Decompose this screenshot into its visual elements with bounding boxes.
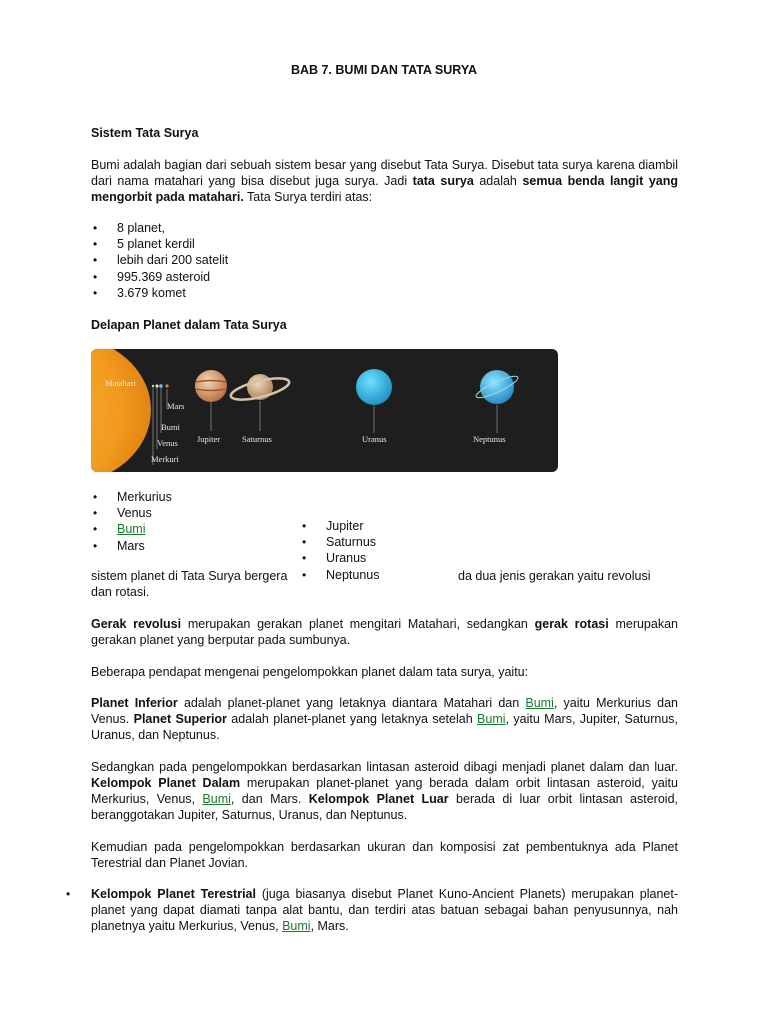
asteroid-paragraph [91, 759, 678, 823]
bold-text: Planet Superior [133, 712, 227, 726]
text: , Mars. [310, 919, 349, 933]
label-bumi: Bumi [161, 422, 180, 432]
text: merupakan planet-planet yang berada dalam orbit lintasan asteroid, yaitu Merkurius, Venus, [91, 776, 678, 806]
text: Sedangkan pada pengelompokkan berdasarkan lintasan asteroid dibagi menjadi planet dalam dan luar. [91, 760, 678, 774]
solar-system-illustration [91, 349, 558, 472]
label-jupiter: Jupiter [197, 434, 221, 444]
bullet-terestrial: • [66, 887, 71, 901]
motion-text-end: da dua jenis gerakan yaitu revolusi [458, 569, 651, 583]
motion-text-start: sistem planet di Tata Surya bergera [91, 569, 288, 583]
bold-text: semua benda langit yang mengorbit pada matahari. [91, 174, 679, 204]
bold-text: tata surya [412, 174, 474, 188]
text: , yaitu Mars, Jupiter, Saturnus, Uranus, dan Neptunus. [91, 712, 678, 742]
sun-shape [91, 349, 151, 472]
gerak-paragraph [91, 616, 678, 648]
label-saturnus: Saturnus [242, 434, 272, 444]
list-item: • Venus [91, 505, 172, 521]
jupiter-shape [195, 370, 227, 402]
list-item: • Mars [91, 538, 172, 554]
list-item: • Saturnus [300, 534, 380, 550]
list-item: • Jupiter [300, 518, 380, 534]
bold-text: Gerak revolusi [91, 617, 182, 631]
label-uranus: Uranus [362, 434, 387, 444]
section-heading-sistem: Sistem Tata Surya [91, 126, 199, 140]
text: berada di luar orbit lintasan asteroid, beranggotakan Jupiter, Saturnus, Uranus, dan Neptunus. [91, 792, 678, 822]
bold-text: Kelompok Planet Dalam [91, 776, 241, 790]
list-item: • Uranus [300, 550, 380, 566]
bold-text: Planet Inferior [91, 696, 178, 710]
bumi-link[interactable]: Bumi [202, 792, 231, 806]
bold-text: gerak rotasi [534, 617, 609, 631]
text: (juga biasanya disebut Planet Kuno-Ancient Planets) merupakan planet-planet yang dapat diamati tanpa alat bantu, dan terdiri atas batuan sebagai bahan penyusunnya, nah planetnya yaitu Merkurius, Venus, [91, 887, 678, 933]
list-item [91, 521, 172, 537]
text: adalah planet-planet yang letaknya diantara Matahari dan [177, 696, 526, 710]
text: merupakan gerakan planet yang berputar pada sumbunya. [91, 617, 678, 647]
bumi-link[interactable]: Bumi [477, 712, 506, 726]
label-mars: Mars [167, 401, 185, 411]
page-title: BAB 7. BUMI DAN TATA SURYA [290, 63, 478, 77]
pendapat-paragraph: Beberapa pendapat mengenai pengelompokkan planet dalam tata surya, yaitu: [91, 665, 529, 679]
bumi-link[interactable]: Bumi [282, 919, 311, 933]
list-item: • 8 planet, [91, 220, 228, 236]
bold-text: Kelompok Planet Luar [308, 792, 449, 806]
solar-system-figure [91, 349, 558, 472]
bumi-link[interactable]: Bumi [117, 522, 146, 537]
mars-dot [165, 384, 168, 387]
merkuri-dot [152, 385, 154, 387]
list-item: • Merkurius [91, 489, 172, 505]
inferior-paragraph [91, 695, 678, 743]
list-item: • lebih dari 200 satelit [91, 252, 228, 268]
text: Tata Surya terdiri atas: [243, 190, 373, 204]
list-item: • 995.369 asteroid [91, 269, 228, 285]
intro-paragraph [91, 157, 678, 205]
section-heading-delapan: Delapan Planet dalam Tata Surya [91, 318, 287, 332]
inner-planet-list [91, 489, 172, 554]
text: adalah [473, 174, 523, 188]
motion-text-cont: dan rotasi. [91, 585, 150, 599]
list-item: • 3.679 komet [91, 285, 228, 301]
list-item: • Neptunus [300, 567, 380, 583]
composition-list [91, 220, 228, 301]
text: , yaitu Merkurius dan Venus. [91, 696, 679, 726]
label-matahari: Matahari [105, 378, 136, 388]
text: merupakan gerakan planet mengitari Matahari, sedangkan [181, 617, 535, 631]
label-merkuri: Merkuri [151, 454, 179, 464]
bumi-dot [159, 384, 163, 388]
text: adalah planet-planet yang letaknya setelah [226, 712, 478, 726]
text: Bumi adalah bagian dari sebuah sistem besar yang disebut Tata Surya. Disebut tata surya karena diambil dari nama matahari yang bisa disebut juga surya. Jadi [91, 158, 678, 188]
ukuran-paragraph: Kemudian pada pengelompokkan berdasarkan ukuran dan komposisi zat pembentuknya ada Planet Terestrial dan Planet Jovian. [91, 840, 678, 870]
outer-planet-list [300, 518, 380, 583]
uranus-shape [356, 369, 392, 405]
neptunus-shape [480, 370, 514, 404]
list-item: • 5 planet kerdil [91, 236, 228, 252]
bumi-link[interactable]: Bumi [525, 696, 554, 710]
venus-dot [155, 384, 158, 387]
label-neptunus: Neptunus [473, 434, 506, 444]
text: , dan Mars. [230, 792, 309, 806]
bold-text: Kelompok Planet Terestrial [91, 887, 256, 901]
label-venus: Venus [157, 438, 178, 448]
terestrial-paragraph [91, 886, 678, 934]
